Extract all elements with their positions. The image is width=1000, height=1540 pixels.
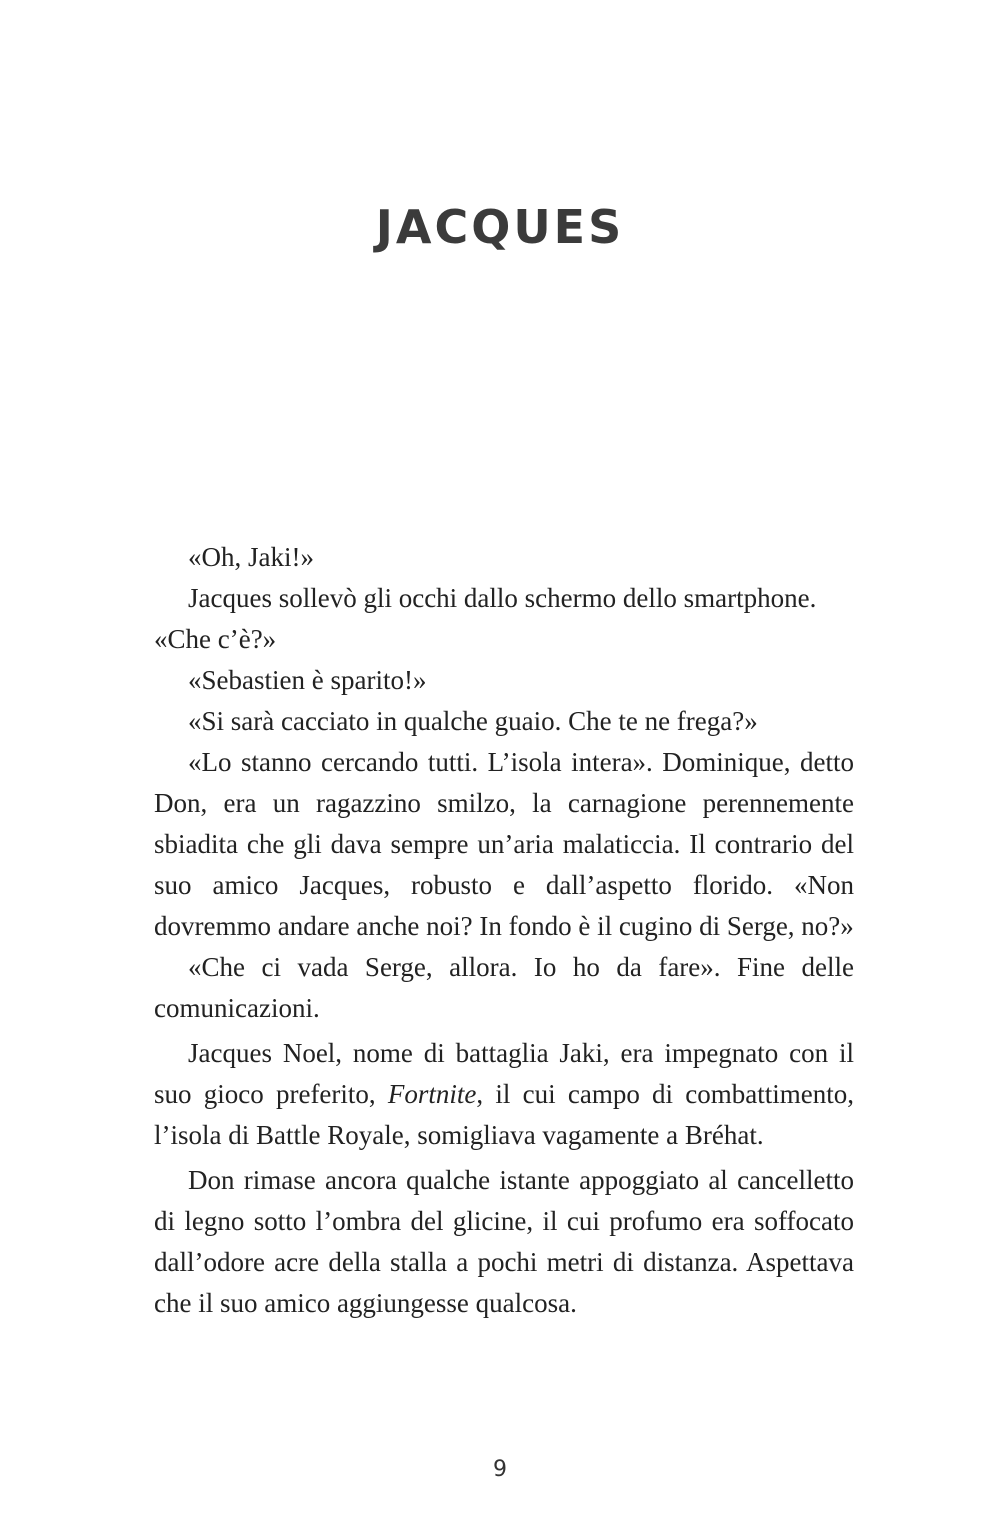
paragraph: «Che c’è?» [154,624,277,654]
paragraph: Jacques sollevò gli occhi dallo schermo dello smartphone. [188,583,817,613]
body-text [154,537,854,1324]
page-number: 9 [493,1457,507,1482]
paragraph [154,1033,854,1156]
paragraph: «Che ci vada Serge, allora. Io ho da fare». Fine delle comunicazioni. [154,952,854,1023]
paragraph: Don rimase ancora qualche istante appoggiato al cancelletto di legno sotto l’ombra del glicine, il cui profumo era soffocato dall’odore acre della stalla a pochi metri di distanza. Aspettava che il suo amico aggiungesse qualcosa. [154,1165,854,1318]
paragraph-text: , il cui campo di combattimento, l’isola di Battle Royale, somigliava vagamente a Bréhat. [154,1079,855,1150]
paragraph: «Si sarà cacciato in qualche guaio. Che te ne frega?» [188,706,758,736]
paragraph: «Lo stanno cercando tutti. L’isola intera». Dominique, detto Don, era un ragazzino smilzo, la carnagione perennemente sbiadita che gli dava sempre un’aria malaticcia. Il contrario del suo amico Jacques, robusto e dall’aspetto florido. «Non dovremmo andare anche noi? In fondo è il cugino di Serge, no?» [154,747,854,941]
paragraph: «Sebastien è sparito!» [188,665,427,695]
paragraph-text: Jacques Noel, nome di battaglia Jaki, era impegnato con il suo gioco preferito, [154,1038,854,1109]
chapter-title: JACQUES [375,200,625,254]
game-title: Fortnite [387,1079,477,1109]
paragraph: «Oh, Jaki!» [188,542,314,572]
